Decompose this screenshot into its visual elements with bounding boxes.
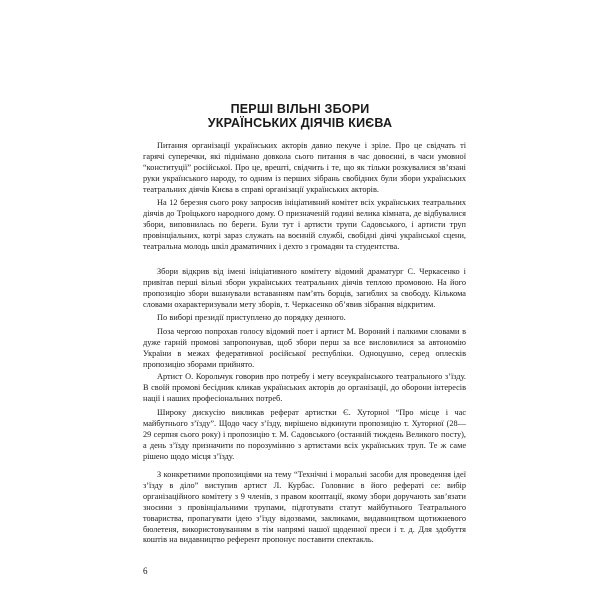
paragraph-3: Збори відкрив від імені ініціативного комітету відомий драматург С. Черкасенко і привітав перші вільні збори українських театральних діячів теплою промовою. На його пропозицію збори вшанували вставанням пам’ять борців, загиблих за свободу. Кількома словами охарактеризували мету зборів, т. Черкасенко об’явив зібрання відкритим. xyxy=(143,267,466,309)
article-title-line-1: ПЕРШІ ВІЛЬНІ ЗБОРИ xyxy=(230,102,370,116)
paragraph-6: Артист О. Корольчук говорив про потребу і мету всеукраїнського театрального з’їзду. В своїй промові бесідник кликав українських акторів до організації, до оборони інтересів нації і наших професіональних потреб. xyxy=(143,372,466,403)
paragraph-5: Поза чергою попрохав голосу відомий поет і артист М. Вороний і палкими словами в дуже гарній промові запропонував, щоб збори перш за все висловилися за автономію України в межах федеративної російської республіки. Одноцушно, серед оплесків пропозицію зборами прийнято. xyxy=(143,327,466,369)
paragraph-4: По виборі президії приступлено до порядку денного. xyxy=(157,313,346,322)
paragraph-8: З конкретними пропозиціями на тему “Технічні і моральні засоби для проведення ідеї з’їзду в діло” виступив артист Л. Курбас. Головниє в його рефераті се: вибір організаційного комітету з 9 членів, з правом кооптації, якому збори доручають зав’язати зносини з провінціальними трупами, підготувати статут майбутнього Театрального товариства, пропагувати ідею з’їзду відозвами, закликами, видавництвом щотижневого бюлетеня, використовуванням в тім напрямі нашої щоденної преси і т. д. Для здобуття коштів на видавництво референт пропонує поставити спектакль. xyxy=(143,470,466,545)
paragraph-1: Питання організації українських акторів давно пекуче і зріле. Про це свідчать ті гарячі суперечки, які піднімано довкола сього питання в час довоєнні, в часи умовної “конституції” російської. Про це, врешті, свідчить і те, що як тільки розкувалися зв’язані руки українського народу, то одним із перших зібрань свобідних були збори українських театральних діячів Києва в справі організації українських акторів. xyxy=(143,141,466,194)
article-title-line-2: УКРАЇНСЬКИХ ДІЯЧІВ КИЄВА xyxy=(207,116,393,130)
paragraph-2: На 12 березня сього року запросив ініціативний комітет всіх українських театральних діячів до Троїцького народного дому. О призначеній годині велика кімната, де відбувалися збори, виповнилась по береги. Були тут і артисти трупи Садовського, і артисти труп провінціальних, котрі зараз служать на воєнній службі, свобідні діячі української сцени, театральна молодь шкіл драматичних і дехто з громадян та студентства. xyxy=(143,198,466,251)
paragraph-7: Широку дискусію викликав реферат артистки Є. Хуторної “Про місце і час майбутнього з’їзду”. Щодо часу з’їзду, вирішено відкинути пропозицію т. Хуторної (28—29 серпня сього року) і пропозицію т. М. Садовського (останній тиждень Великого посту), а день з’їзду призначити по порозумінню з артистами всіх українських труп. Те ж саме рішено щодо місця з’їзду. xyxy=(143,408,466,461)
page-number: 6 xyxy=(143,566,148,576)
